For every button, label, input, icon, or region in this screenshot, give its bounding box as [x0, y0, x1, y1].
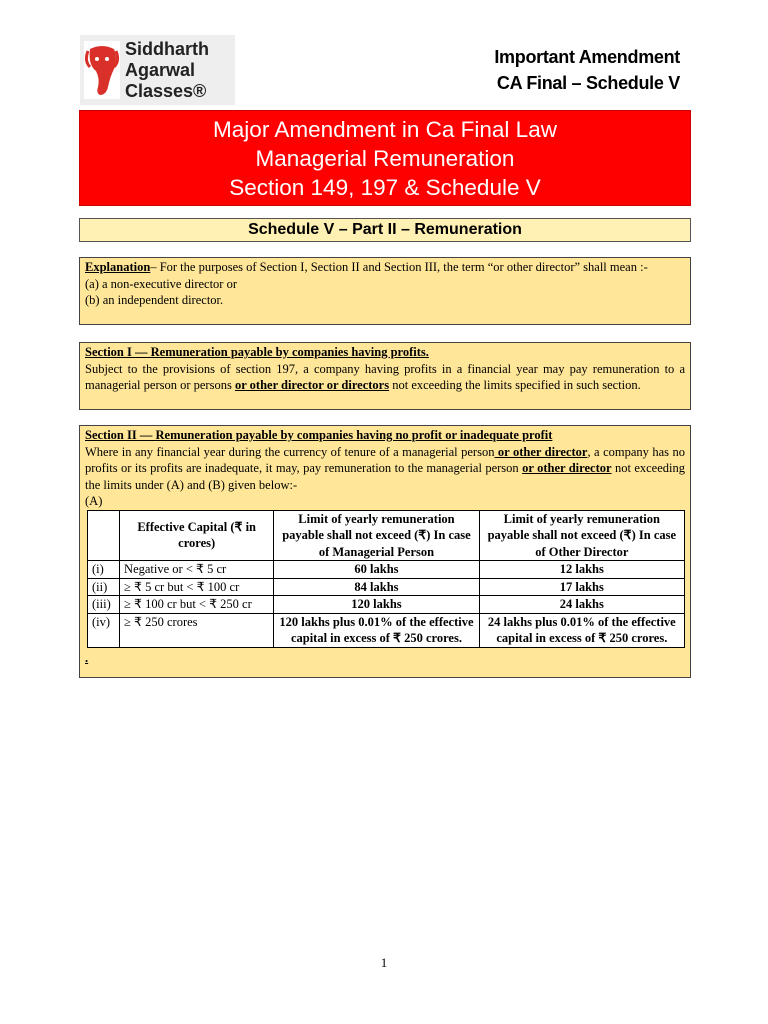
table-header-managerial: Limit of yearly remuneration payable shall not exceed (₹) In case of Managerial Person [274, 510, 479, 561]
page-number: 1 [380, 955, 388, 970]
section-1-box [79, 342, 691, 410]
section-2-box [79, 425, 691, 678]
table-header-other: Limit of yearly remuneration payable shall not exceed (₹) In case of Other Director [479, 510, 684, 561]
explanation-item-b: (b) an independent director. [85, 293, 224, 307]
logo-line-2: Agarwal [125, 60, 196, 80]
section-2-emphasis-1: or other director [494, 444, 588, 459]
row-managerial-limit: 120 lakhs [274, 596, 479, 614]
header-right-line-2: CA Final – Schedule V [496, 73, 680, 93]
explanation-label: Explanation [85, 260, 151, 274]
row-other-limit: 24 lakhs [479, 596, 684, 614]
row-capital: ≥ ₹ 100 cr but < ₹ 250 cr [120, 596, 274, 614]
table-row [88, 613, 685, 647]
subheading: Schedule V – Part II – Remuneration [79, 218, 691, 242]
ganesha-logo-icon [84, 41, 120, 99]
section-2-text-3: not exceeding the limits under (A) and (B) given below:- [85, 461, 685, 492]
row-managerial-limit: 84 lakhs [274, 578, 479, 596]
table-row [88, 561, 685, 579]
banner-line-1: Major Amendment in Ca Final Law [213, 117, 557, 142]
header-right [494, 44, 680, 96]
row-number: (iii) [88, 596, 120, 614]
row-capital: Negative or < ₹ 5 cr [120, 561, 274, 579]
section-1-text [85, 361, 685, 394]
section-1-emphasis: or other director or directors [234, 378, 390, 392]
explanation-text: – For the purposes of Section I, Section II and Section III, the term “or other director” shall mean :- [150, 260, 648, 274]
explanation-paragraph [85, 259, 685, 276]
table-row [88, 596, 685, 614]
section-2-emphasis-2: or other director [522, 461, 612, 475]
row-capital: ≥ ₹ 250 crores [120, 613, 274, 647]
remuneration-table [87, 510, 685, 648]
logo-line-3: Classes® [125, 81, 207, 101]
section-2-text-2: , a company has no profits or its profits are inadequate, it may, pay remuneration to the managerial person [85, 444, 685, 475]
section-2-trailing-mark: . [85, 650, 89, 665]
row-managerial-limit: 60 lakhs [274, 561, 479, 579]
header-right-line-1: Important Amendment [494, 47, 680, 67]
row-other-limit: 24 lakhs plus 0.01% of the effective capital in excess of ₹ 250 crores. [479, 613, 684, 647]
logo [80, 35, 235, 105]
section-2-title: Section II — Remuneration payable by companies having no profit or inadequate profit [85, 428, 553, 442]
section-1-title: Section I — Remuneration payable by companies having profits. [85, 345, 429, 359]
table-header-row [88, 510, 685, 561]
table-row [88, 578, 685, 596]
logo-wordmark [125, 39, 209, 102]
row-other-limit: 12 lakhs [479, 561, 684, 579]
row-capital: ≥ ₹ 5 cr but < ₹ 100 cr [120, 578, 274, 596]
explanation-box [79, 257, 691, 325]
banner-line-3: Section 149, 197 & Schedule V [229, 175, 541, 200]
logo-line-1: Siddharth [125, 39, 209, 59]
explanation-item-a: (a) a non-executive director or [85, 276, 238, 291]
banner-line-2: Managerial Remuneration [255, 146, 515, 171]
section-1-text-after: not exceeding the limits specified in such section. [389, 378, 641, 392]
table-header-capital: Effective Capital (₹ in crores) [120, 510, 274, 561]
table-header-no [88, 510, 120, 561]
section-1-text-before: Subject to the provisions of section 197, a company having profits in a financial year may pay remuneration to a managerial person or persons [85, 361, 685, 392]
row-number: (iv) [88, 613, 120, 647]
title-banner [79, 110, 691, 206]
row-number: (i) [88, 561, 120, 579]
section-2-text [85, 444, 685, 494]
row-managerial-limit: 120 lakhs plus 0.01% of the effective capital in excess of ₹ 250 crores. [274, 613, 479, 647]
row-number: (ii) [88, 578, 120, 596]
section-2-sub-label: (A) [85, 494, 103, 508]
row-other-limit: 17 lakhs [479, 578, 684, 596]
section-2-text-1: Where in any financial year during the currency of tenure of a managerial person [85, 444, 495, 459]
